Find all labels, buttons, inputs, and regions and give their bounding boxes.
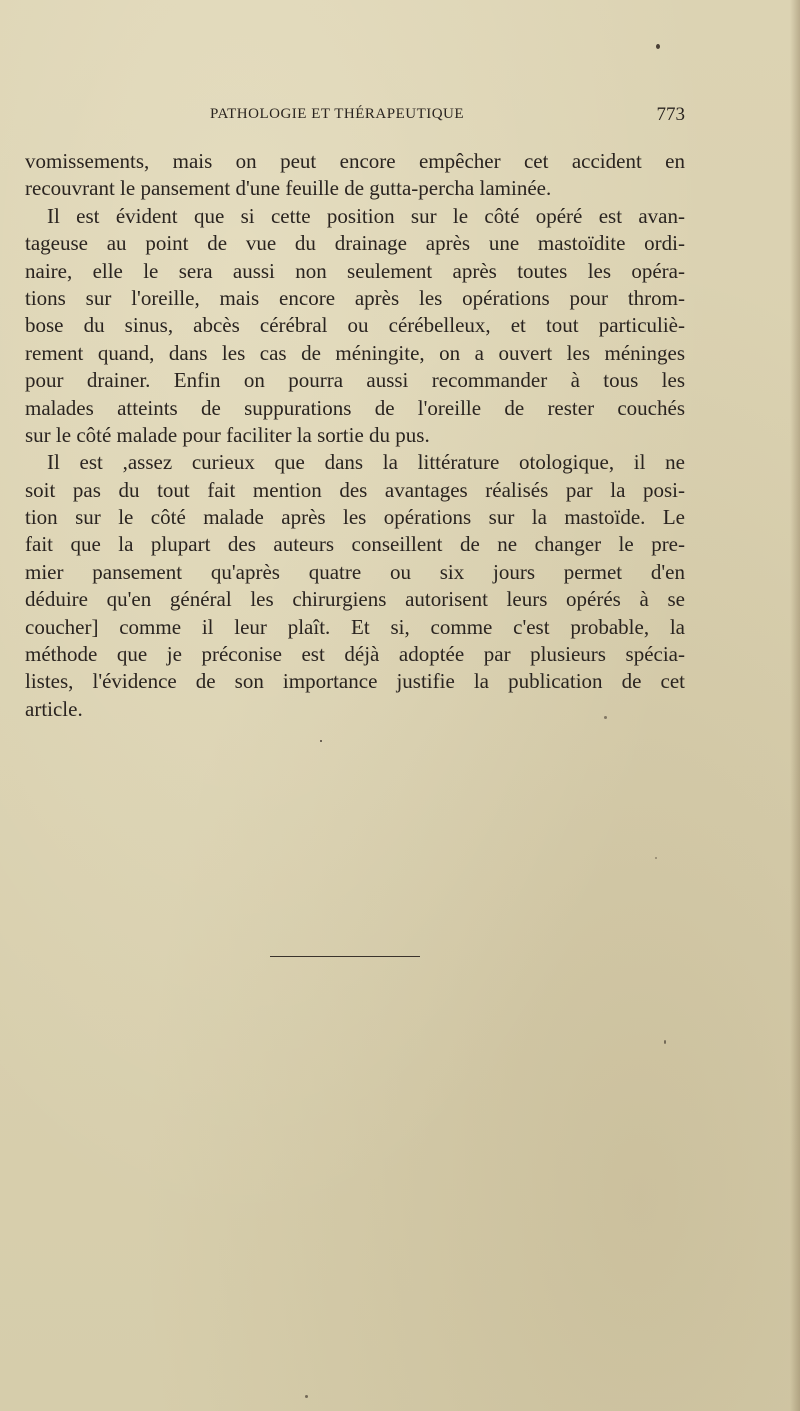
text-line: malades atteints de suppurations de l'oreille de rester couchés	[25, 395, 685, 420]
text-line: Il est évident que si cette position sur le côté opéré est avan-	[47, 203, 685, 228]
text-line: vomissements, mais on peut encore empêcher cet accident en	[25, 149, 685, 173]
text-line: listes, l'évidence de son importance justifie la publication de cet	[25, 669, 685, 694]
text-line: recouvrant le pansement d'une feuille de gutta-percha laminée.	[25, 176, 552, 201]
running-head	[25, 104, 685, 130]
paper-speck	[656, 44, 660, 49]
text-line: fait que la plupart des auteurs conseillent de ne changer le pre-	[25, 532, 685, 557]
text-line: méthode que je préconise est déjà adoptée par plusieurs spécia-	[25, 642, 685, 667]
paper-speck	[655, 857, 657, 859]
section-end-rule	[270, 956, 420, 957]
text-line: mier pansement qu'après quatre ou six jours permet d'en	[25, 559, 685, 584]
page-edge-shadow	[790, 0, 800, 1411]
page-number: 773	[656, 104, 685, 125]
paper-speck	[604, 716, 607, 719]
running-title: PATHOLOGIE ET THÉRAPEUTIQUE	[210, 106, 465, 122]
text-line: pour drainer. Enfin on pourra aussi recommander à tous les	[25, 368, 685, 393]
text-line: tions sur l'oreille, mais encore après les opérations pour throm-	[25, 285, 685, 310]
paper-speck	[664, 1040, 666, 1044]
text-line: rement quand, dans les cas de méningite, on a ouvert les méninges	[25, 340, 685, 365]
body-text	[25, 148, 685, 723]
text-line: bose du sinus, abcès cérébral ou cérébelleux, et tout particuliè-	[25, 313, 685, 338]
paper-speck	[320, 740, 322, 742]
text-line: sur le côté malade pour faciliter la sortie du pus.	[25, 422, 430, 447]
text-line: naire, elle le sera aussi non seulement après toutes les opéra-	[25, 258, 685, 283]
paper-speck	[305, 1395, 308, 1398]
text-line: Il est ,assez curieux que dans la littérature otologique, il ne	[47, 450, 685, 475]
text-line: tageuse au point de vue du drainage après une mastoïdite ordi-	[25, 231, 685, 256]
text-line: coucher] comme il leur plaît. Et si, comme c'est probable, la	[25, 614, 685, 639]
text-line: article.	[25, 696, 83, 721]
text-line: tion sur le côté malade après les opérations sur la mastoïde. Le	[25, 505, 685, 530]
text-line: soit pas du tout fait mention des avantages réalisés par la posi-	[25, 477, 685, 502]
text-line: déduire qu'en général les chirurgiens autorisent leurs opérés à se	[25, 587, 685, 612]
